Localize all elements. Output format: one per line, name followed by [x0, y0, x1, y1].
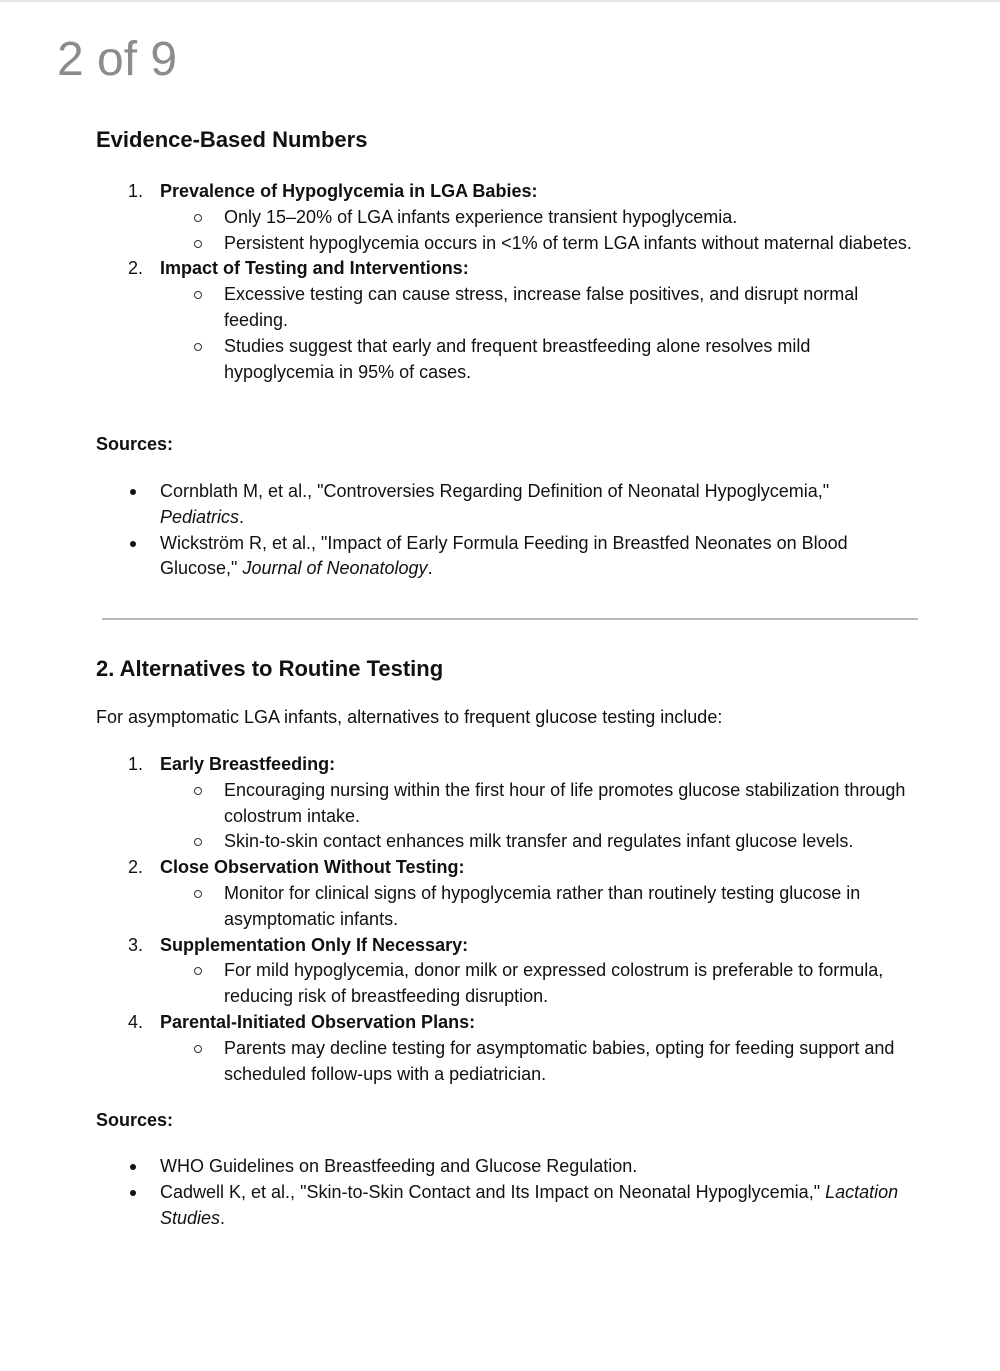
bullet-icon [130, 1190, 136, 1196]
item-title: Prevalence of Hypoglycemia in LGA Babies: [160, 181, 538, 201]
bullet-text: Monitor for clinical signs of hypoglycemia rather than routinely testing glucose in asymptomatic infants. [224, 882, 861, 929]
sub-bullet [160, 231, 916, 257]
section-heading-alternatives: 2. Alternatives to Routine Testing [96, 656, 444, 681]
bullet-icon [130, 541, 136, 547]
bullet-text: Excessive testing can cause stress, increase false positives, and disrupt normal feeding. [224, 284, 859, 330]
item-title: Supplementation Only If Necessary: [160, 934, 469, 955]
intro-paragraph: For asymptomatic LGA infants, alternatives to frequent glucose testing include: [96, 707, 723, 727]
list-item [96, 179, 916, 256]
sub-bullet [160, 958, 916, 1010]
sub-bullet-list [160, 205, 916, 257]
sub-bullet [160, 829, 916, 855]
sub-bullet [160, 778, 916, 830]
sub-bullet-list [160, 881, 916, 933]
source-journal: Lactation Studies [160, 1181, 899, 1228]
list-item [96, 752, 916, 855]
bullet-text: For mild hypoglycemia, donor milk or expressed colostrum is preferable to formula, reducing risk of breastfeeding disruption. [224, 960, 884, 1007]
source-end: . [220, 1207, 226, 1228]
item-number: 4. [128, 1011, 144, 1032]
section-heading-evidence: Evidence-Based Numbers [96, 127, 368, 152]
source-end: . [239, 506, 245, 527]
sub-bullet [160, 205, 916, 231]
evidence-list [96, 179, 916, 385]
hollow-bullet-icon [194, 291, 202, 299]
sources-list [96, 479, 916, 582]
hollow-bullet-icon [194, 1045, 202, 1053]
list-item [96, 256, 916, 385]
sub-bullet-list [160, 1036, 916, 1088]
item-title: Early Breastfeeding: [160, 754, 336, 774]
bullet-text: Parents may decline testing for asymptomatic babies, opting for feeding support and scheduled follow-ups with a pediatrician. [224, 1037, 895, 1084]
bullet-text: Only 15–20% of LGA infants experience transient hypoglycemia. [224, 206, 738, 227]
sub-bullet-list [160, 282, 916, 385]
sub-bullet [160, 334, 916, 386]
source-journal: Journal of Neonatology [242, 558, 428, 579]
item-number: 1. [128, 181, 144, 201]
source-item [96, 1180, 916, 1232]
bullet-text: Persistent hypoglycemia occurs in <1% of term LGA infants without maternal diabetes. [224, 232, 912, 253]
sub-bullet [160, 282, 916, 334]
sources-label: Sources: [96, 434, 174, 454]
list-item [96, 1010, 916, 1087]
hollow-bullet-icon [194, 343, 202, 351]
sub-bullet-list [160, 958, 916, 1010]
hollow-bullet-icon [194, 890, 202, 898]
item-number: 2. [128, 857, 144, 878]
bullet-icon [130, 1164, 136, 1170]
source-text: Cadwell K, et al., "Skin-to-Skin Contact and Its Impact on Neonatal Hypoglycemia," [160, 1181, 826, 1202]
hollow-bullet-icon [194, 240, 202, 248]
bullet-icon [130, 489, 136, 495]
source-journal: Pediatrics [160, 506, 240, 527]
item-title: Impact of Testing and Interventions: [160, 258, 469, 279]
bullet-text: Skin-to-skin contact enhances milk transfer and regulates infant glucose levels. [224, 831, 854, 852]
hollow-bullet-icon [194, 967, 202, 975]
source-item [96, 531, 916, 583]
source-item [96, 1154, 916, 1180]
list-item [96, 855, 916, 932]
bullet-text: Encouraging nursing within the first hour of life promotes glucose stabilization through colostrum intake. [224, 779, 906, 826]
page-indicator: 2 of 9 [57, 33, 178, 86]
item-title: Parental-Initiated Observation Plans: [160, 1011, 476, 1032]
item-number: 1. [128, 754, 144, 774]
source-text: Wickström R, et al., "Impact of Early Formula Feeding in Breastfed Neonates on Blood Glucose," [160, 532, 848, 579]
hollow-bullet-icon [194, 787, 202, 795]
source-item [96, 479, 916, 531]
source-end: . [427, 558, 433, 579]
item-number: 2. [128, 258, 144, 279]
hollow-bullet-icon [194, 214, 202, 222]
sub-bullet-list [160, 778, 916, 855]
bullet-text: Studies suggest that early and frequent breastfeeding alone resolves mild hypoglycemia in 95% of cases. [224, 335, 811, 382]
source-text: WHO Guidelines on Breastfeeding and Glucose Regulation. [160, 1156, 638, 1176]
alternatives-list [96, 752, 916, 1087]
sources-label: Sources: [96, 1110, 174, 1130]
item-title: Close Observation Without Testing: [160, 857, 465, 878]
sources-list [96, 1154, 916, 1231]
item-number: 3. [128, 934, 144, 955]
list-item [96, 933, 916, 1010]
sub-bullet [160, 1036, 916, 1088]
sub-bullet [160, 881, 916, 933]
source-text: Cornblath M, et al., "Controversies Regarding Definition of Neonatal Hypoglycemia," [160, 481, 830, 501]
horizontal-divider [102, 618, 918, 620]
hollow-bullet-icon [194, 838, 202, 846]
